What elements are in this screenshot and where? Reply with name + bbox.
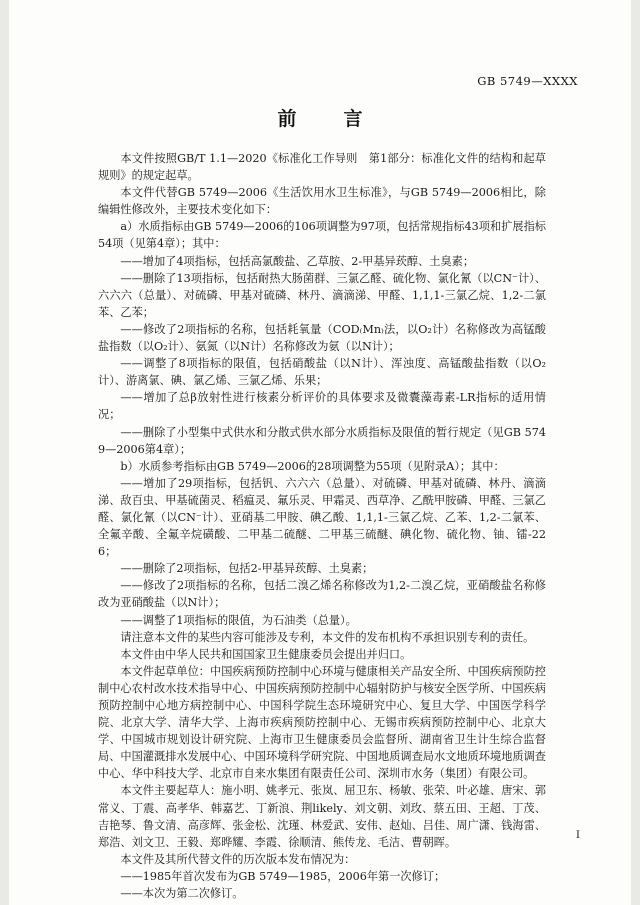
- paragraph: 请注意本文件的某些内容可能涉及专利，本文件的发布机构不承担识别专利的责任。: [120, 630, 535, 644]
- paragraph: ——删除了小型集中式供水和分散式供水部分水质指标及限值的暂行规定（见GB 5749—2006第4章）；: [98, 425, 546, 456]
- paragraph: 本文件按照GB/T 1.1—2020《标准化工作导则 第1部分：标准化文件的结构和起草规则》的规定起草。: [98, 152, 546, 183]
- paragraph: ——增加了总β放射性进行核素分析评价的具体要求及微囊藻毒素-LR指标的适用情况；: [98, 391, 546, 422]
- paragraph: ——删除了13项指标，包括耐热大肠菌群、三氯乙醛、硫化物、氯化氰（以CN⁻计）、六六六（总量）、对硫磷、甲基对硫磷、林丹、滴滴涕、甲醛、1,1,1-三氯乙烷、1,2-二氯苯、乙苯；: [98, 271, 546, 319]
- paragraph: ——删除了2项指标，包括2-甲基异莰醇、土臭素；: [120, 562, 374, 576]
- paragraph: ——本次为第二次修订。: [120, 887, 244, 901]
- foreword-body: [98, 150, 546, 902]
- paragraph: 本文件及其所代替文件的历次版本发布情况为：: [120, 852, 356, 866]
- paragraph: ——修改了2项指标的名称，包括耗氧量（COD₍Mn₎法，以O₂计）名称修改为高锰酸盐指数（以O₂计）、氨氮（以N计）名称修改为氨（以N计）；: [98, 322, 546, 354]
- page-title: 前 言: [277, 108, 377, 130]
- paragraph: ——修改了2项指标的名称，包括二溴乙烯名称修改为1,2-二溴乙烷，亚硝酸盐名称修改为亚硝酸盐（以N计）；: [98, 579, 546, 610]
- paragraph: ——调整了1项指标的限值，为石油类（总量）。: [120, 613, 357, 627]
- paragraph: ——调整了8项指标的限值，包括硝酸盐（以N计）、浑浊度、高锰酸盐指数（以O₂计）、游离氯、碘、氯乙烯、三氯乙烯、乐果；: [98, 357, 546, 388]
- paragraph: ——1985年首次发布为GB 5749—1985，2006年第一次修订；: [120, 869, 446, 883]
- paragraph: 本文件代替GB 5749—2006《生活饮用水卫生标准》，与GB 5749—2006相比，除编辑性修改外，主要技术变化如下：: [98, 186, 546, 217]
- page-number: I: [575, 829, 580, 841]
- page-right-edge: [631, 0, 640, 905]
- paragraph: b）水质参考指标由GB 5749—2006的28项调整为55项（见附录A）；其中：: [120, 459, 505, 473]
- page-left-edge: [0, 0, 9, 905]
- paragraph: ——增加了4项指标，包括高氯酸盐、乙草胺、2-甲基异莰醇、土臭素；: [120, 254, 475, 268]
- paragraph: 本文件起草单位：中国疾病预防控制中心环境与健康相关产品安全所、中国疾病预防控制中心农村改水技术指导中心、中国疾病预防控制中心辐射防护与核安全医学所、中国疾病预防控制中心地方病控制中心、中国科学院生态环境研究中心、复旦大学、中国医学科学院、北京大学、清华大学、上海市疾病预防控制中心、无锡市疾病预防控制中心、北京大学、中国城市规划设计研究院、上海市卫生健康委员会监督所、湖南省卫生计生综合监督局、中国灌溉排水发展中心、中国环境科学研究院、中国地质调查局水文地质环境地质调查中心、华中科技大学、北京市自来水集团有限责任公司、深圳市水务（集团）有限公司。: [98, 664, 546, 781]
- paragraph: a）水质指标由GB 5749—2006的106项调整为97项，包括常规指标43项和扩展指标54项（见第4章）；其中：: [98, 220, 546, 251]
- paragraph: ——增加了29项指标，包括钒、六六六（总量）、对硫磷、甲基对硫磷、林丹、滴滴涕、敌百虫、甲基硫菌灵、稻瘟灵、氟乐灵、甲霜灵、西草净、乙酰甲胺磷、甲醛、三氯乙醛、氯化氰（以CN⁻计）、亚硝基二甲胺、碘乙酸、1,1,1-三氯乙烷、乙苯、1,2-二氯苯、全氟辛酸、全氟辛烷磺酸、二甲基二硫醚、二甲基三硫醚、碘化物、硫化物、铀、镭-226；: [98, 476, 546, 559]
- paragraph: 本文件由中华人民共和国国家卫生健康委员会提出并归口。: [120, 647, 412, 661]
- paragraph: 本文件主要起草人：施小明、姚孝元、张岚、屈卫东、杨敏、张荣、叶必雄、唐宋、郭常义、丁震、高孝华、韩嘉艺、丁新浪、荆likely、刘文朝、刘玫、蔡五田、王超、丁茂、吉艳琴、鲁文清、高彦辉、张金松、沈瑾、林爱武、安伟、赵灿、吕佳、周广潇、钱海雷、郑浩、刘文卫、王毅、郑晔耀、李霞、徐顺清、熊传龙、毛洁、曹朝晖。: [98, 784, 546, 849]
- standard-code-header: GB 5749—XXXX: [477, 74, 578, 88]
